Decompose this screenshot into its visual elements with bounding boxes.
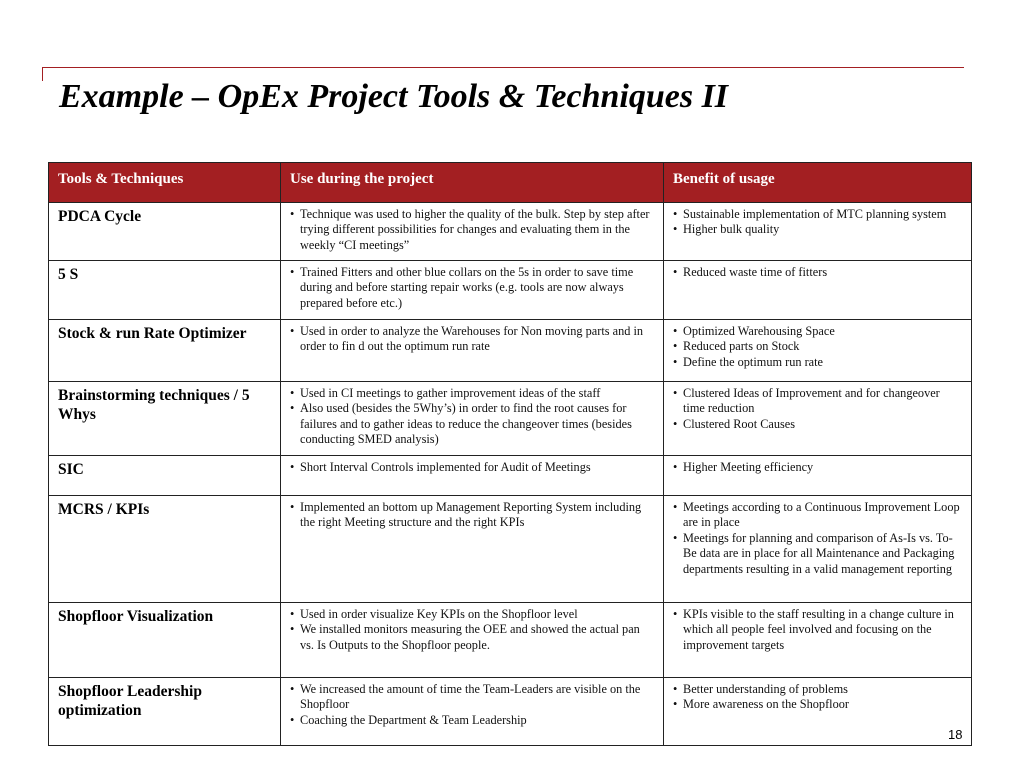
benefit-list bbox=[673, 607, 962, 653]
table-row bbox=[49, 320, 972, 382]
tool-name: Brainstorming techniques / 5 Whys bbox=[49, 382, 281, 456]
benefit-cell bbox=[664, 203, 972, 261]
bullet-item: • We installed monitors measuring the OEE and showed the actual pan vs. Is Outputs to the Shopfloor people. bbox=[290, 622, 654, 653]
header-rule-tick bbox=[42, 67, 43, 81]
table-header-row bbox=[49, 163, 972, 203]
benefit-list bbox=[673, 460, 962, 475]
benefit-cell bbox=[664, 678, 972, 746]
table-row bbox=[49, 456, 972, 496]
use-cell bbox=[281, 261, 664, 320]
use-cell bbox=[281, 382, 664, 456]
bullet-item: • Optimized Warehousing Space bbox=[673, 324, 962, 339]
header-tools: Tools & Techniques bbox=[49, 163, 281, 203]
use-list bbox=[290, 207, 654, 253]
bullet-item: • Used in order visualize Key KPIs on the Shopfloor level bbox=[290, 607, 654, 622]
use-cell bbox=[281, 496, 664, 603]
bullet-item: • Higher bulk quality bbox=[673, 222, 962, 237]
benefit-list bbox=[673, 500, 962, 577]
header-benefit: Benefit of usage bbox=[664, 163, 972, 203]
benefit-list bbox=[673, 207, 962, 238]
bullet-item: • Trained Fitters and other blue collars on the 5s in order to save time during and before starting repair works (e.g. tools are now always prepared before etc.) bbox=[290, 265, 654, 311]
bullet-item: • Clustered Ideas of Improvement and for changeover time reduction bbox=[673, 386, 962, 417]
tool-name: Shopfloor Leadership optimization bbox=[49, 678, 281, 746]
benefit-cell bbox=[664, 603, 972, 678]
use-cell bbox=[281, 203, 664, 261]
bullet-item: • Clustered Root Causes bbox=[673, 417, 962, 432]
table-row bbox=[49, 678, 972, 746]
bullet-item: • Sustainable implementation of MTC planning system bbox=[673, 207, 962, 222]
bullet-item: • Reduced waste time of fitters bbox=[673, 265, 962, 280]
table-row bbox=[49, 382, 972, 456]
bullet-item: • We increased the amount of time the Team-Leaders are visible on the Shopfloor bbox=[290, 682, 654, 713]
benefit-list bbox=[673, 682, 962, 713]
header-rule bbox=[42, 67, 964, 68]
benefit-cell bbox=[664, 261, 972, 320]
tool-name: Shopfloor Visualization bbox=[49, 603, 281, 678]
use-cell bbox=[281, 456, 664, 496]
use-cell bbox=[281, 320, 664, 382]
bullet-item: • Implemented an bottom up Management Reporting System including the right Meeting structure and the right KPIs bbox=[290, 500, 654, 531]
bullet-item: • Also used (besides the 5Why’s) in order to find the root causes for failures and to gather ideas to reduce the changeover times (besides conducting SMED analysis) bbox=[290, 401, 654, 447]
benefit-cell bbox=[664, 456, 972, 496]
use-list bbox=[290, 386, 654, 448]
benefit-list bbox=[673, 265, 962, 280]
benefit-cell bbox=[664, 496, 972, 603]
bullet-item: • Better understanding of problems bbox=[673, 682, 962, 697]
bullet-item: • Higher Meeting efficiency bbox=[673, 460, 962, 475]
bullet-item: • Meetings for planning and comparison of As-Is vs. To-Be data are in place for all Maintenance and Packaging departments resulting in a valid management reporting bbox=[673, 531, 962, 577]
bullet-item: • More awareness on the Shopfloor bbox=[673, 697, 962, 712]
benefit-list bbox=[673, 324, 962, 370]
table-row bbox=[49, 203, 972, 261]
benefit-cell bbox=[664, 320, 972, 382]
header-use: Use during the project bbox=[281, 163, 664, 203]
bullet-item: • Used in CI meetings to gather improvement ideas of the staff bbox=[290, 386, 654, 401]
bullet-item: • Define the optimum run rate bbox=[673, 355, 962, 370]
table-row bbox=[49, 261, 972, 320]
use-cell bbox=[281, 678, 664, 746]
use-list bbox=[290, 682, 654, 728]
tool-name: PDCA Cycle bbox=[49, 203, 281, 261]
slide-title: Example – OpEx Project Tools & Techniques II bbox=[59, 78, 729, 115]
bullet-item: • Coaching the Department & Team Leadership bbox=[290, 713, 654, 728]
use-cell bbox=[281, 603, 664, 678]
tool-name: SIC bbox=[49, 456, 281, 496]
page-number: 18 bbox=[948, 727, 963, 742]
use-list bbox=[290, 500, 654, 531]
tool-name: MCRS / KPIs bbox=[49, 496, 281, 603]
bullet-item: • Used in order to analyze the Warehouses for Non moving parts and in order to fin d out the optimum run rate bbox=[290, 324, 654, 355]
bullet-item: • KPIs visible to the staff resulting in a change culture in which all people feel involved and focusing on the improvement targets bbox=[673, 607, 962, 653]
use-list bbox=[290, 460, 654, 475]
use-list bbox=[290, 607, 654, 653]
bullet-item: • Technique was used to higher the quality of the bulk. Step by step after trying different possibilities for changes and evaluating them in the weekly “CI meetings” bbox=[290, 207, 654, 253]
benefit-list bbox=[673, 386, 962, 432]
tools-table bbox=[48, 162, 972, 746]
use-list bbox=[290, 324, 654, 355]
tool-name: Stock & run Rate Optimizer bbox=[49, 320, 281, 382]
table-row bbox=[49, 603, 972, 678]
bullet-item: • Short Interval Controls implemented for Audit of Meetings bbox=[290, 460, 654, 475]
bullet-item: • Meetings according to a Continuous Improvement Loop are in place bbox=[673, 500, 962, 531]
tool-name: 5 S bbox=[49, 261, 281, 320]
use-list bbox=[290, 265, 654, 311]
benefit-cell bbox=[664, 382, 972, 456]
table-row bbox=[49, 496, 972, 603]
bullet-item: • Reduced parts on Stock bbox=[673, 339, 962, 354]
